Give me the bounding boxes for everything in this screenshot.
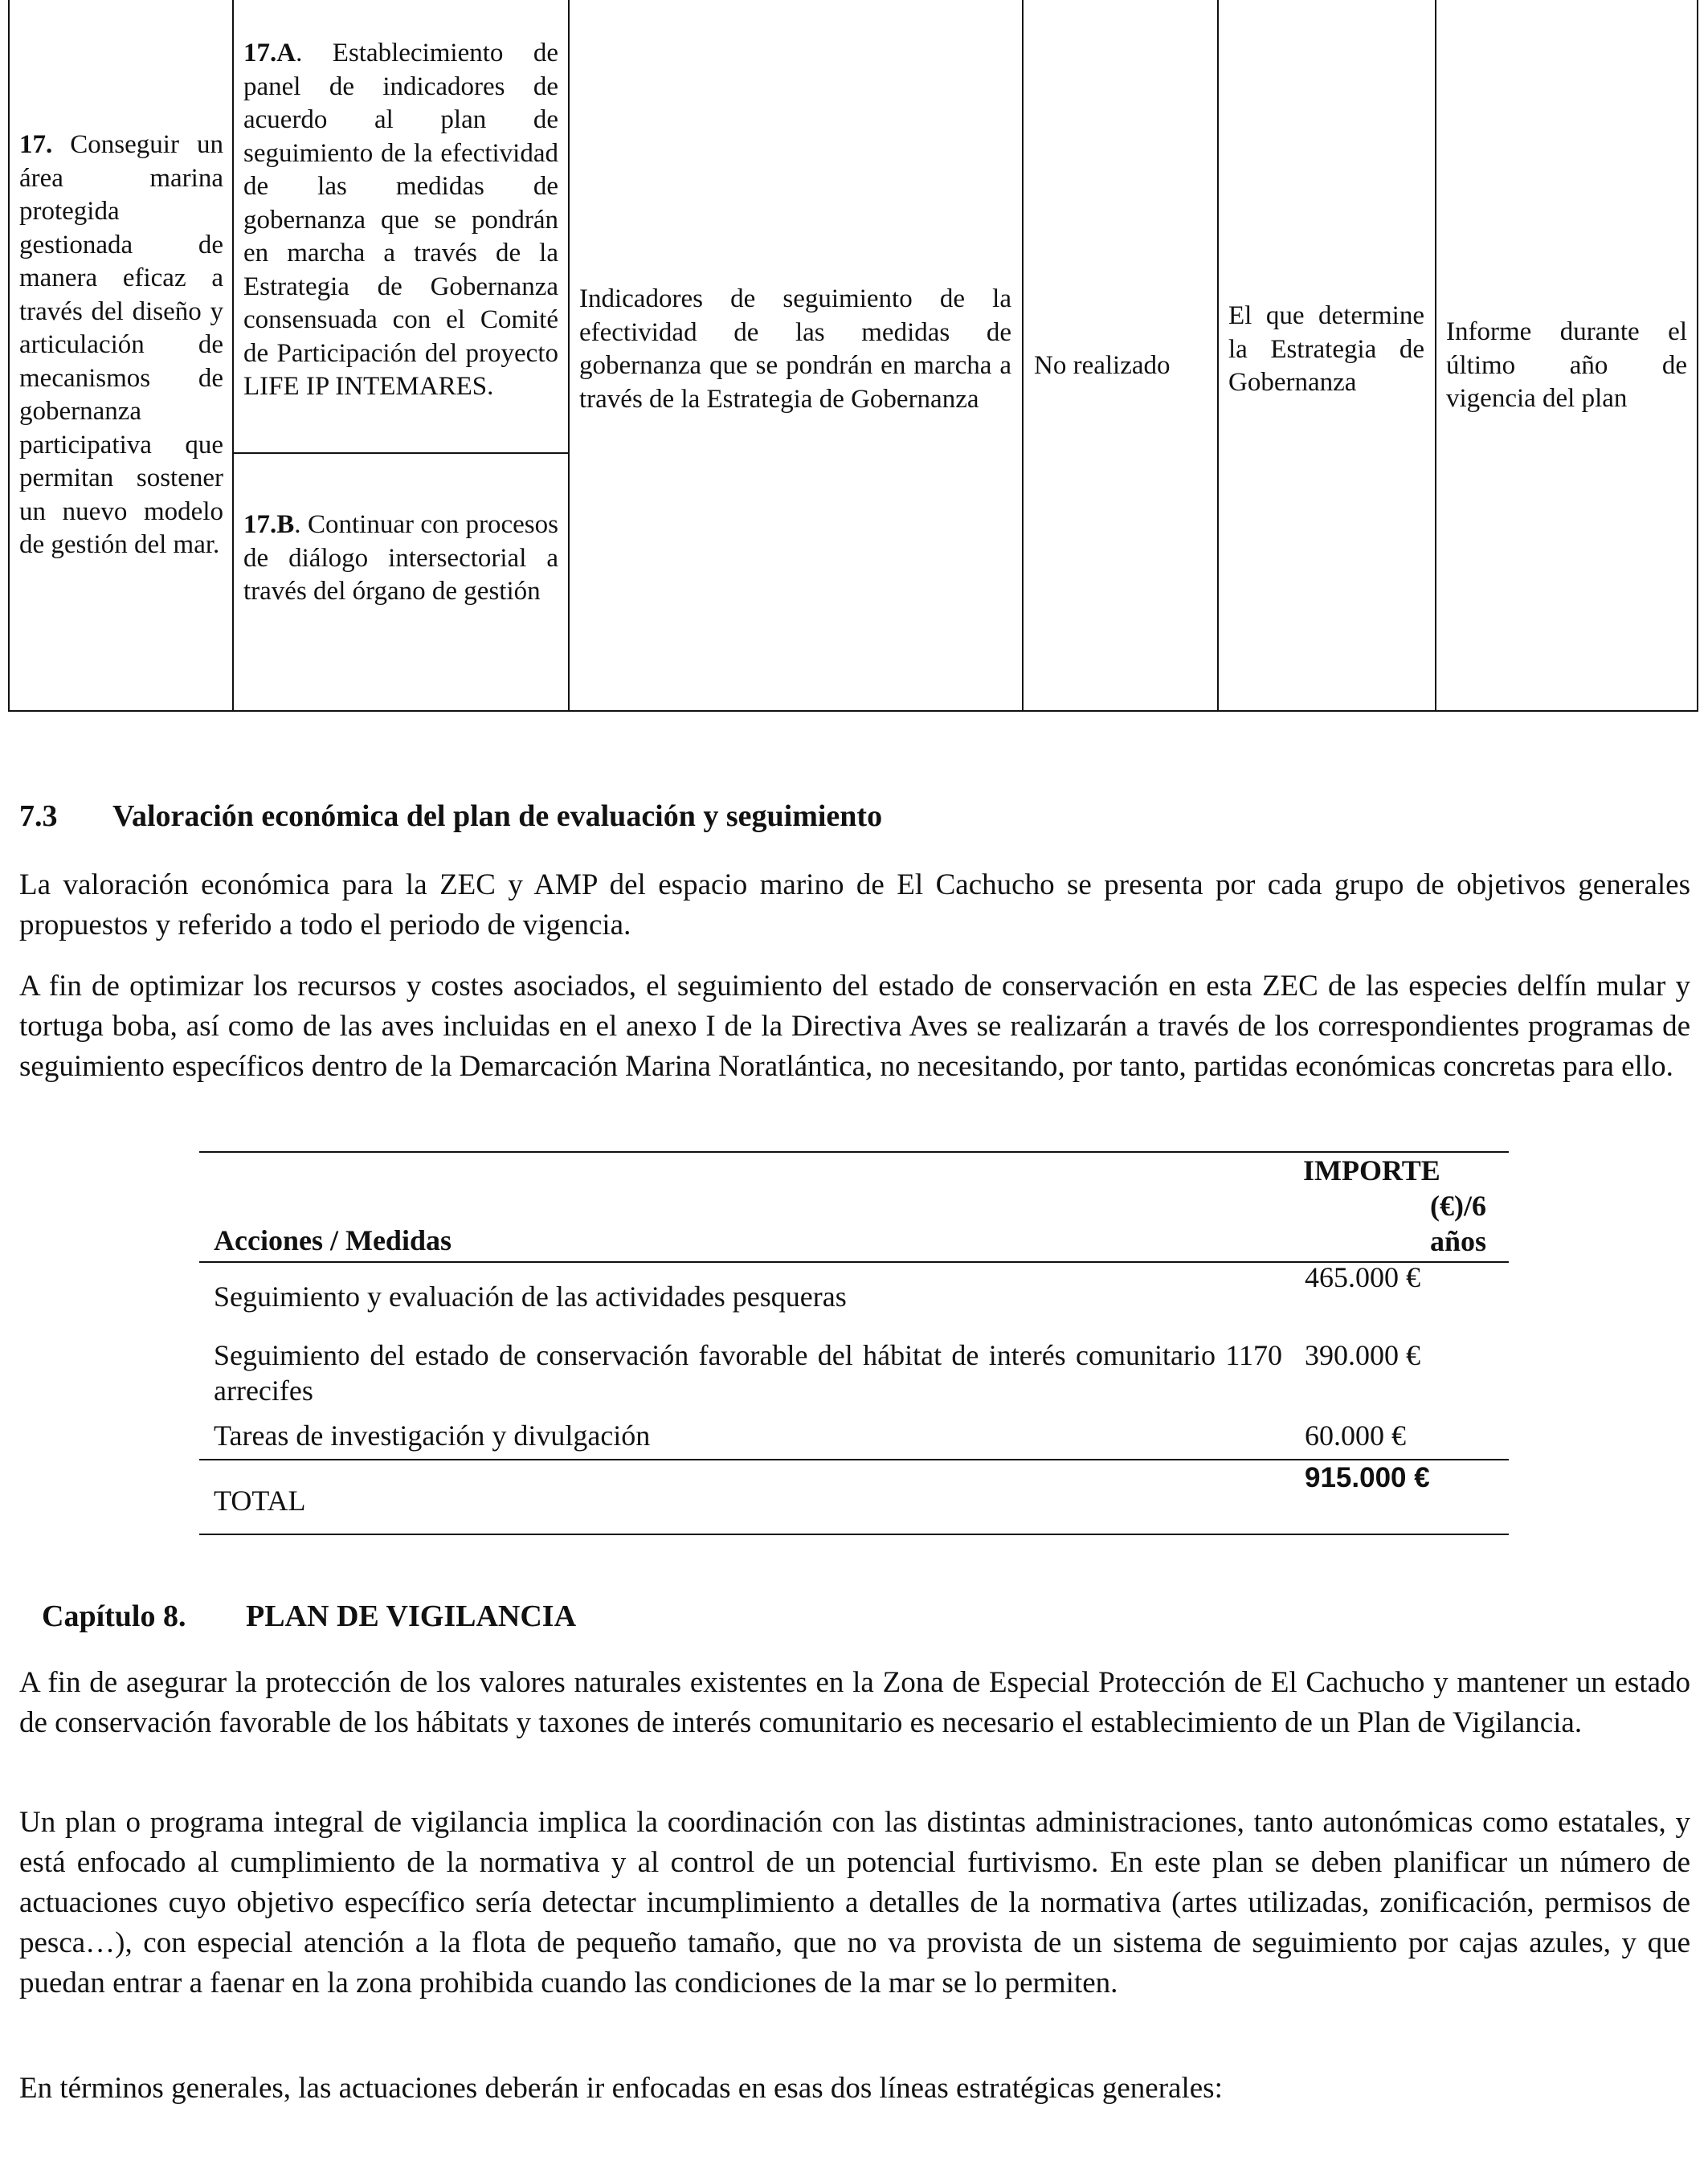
value-cell: El que determine la Estrategia de Gobernanza [1228, 301, 1424, 397]
action-17b-cell [243, 509, 558, 609]
chapter-8-paragraph-3: En términos generales, las actuaciones deberán ir enfocadas en esas dos líneas estratégicas generales: [19, 2072, 1223, 2105]
status-cell: No realizado [1034, 351, 1171, 380]
section-7-3-paragraph-1: La valoración económica para la ZEC y AMP del espacio marino de El Cachucho se presenta por cada grupo de objetivos generales propuestos y referido a todo el periodo de vigencia. [19, 868, 1690, 941]
budget-row-action: Tareas de investigación y divulgación [214, 1419, 651, 1452]
budget-row-amount: 465.000 € [1305, 1261, 1420, 1293]
chapter-title: PLAN DE VIGILANCIA [246, 1599, 577, 1633]
table-border-left [8, 0, 10, 712]
objective-cell [19, 129, 223, 562]
table-column-divider [1217, 0, 1219, 712]
action-17a-number: 17.A [243, 39, 296, 67]
action-17a-text: . Establecimiento de panel de indicadores de acuerdo al plan de seguimiento de la efectividad de las medidas de gobernanza que se pondrán en marcha a través de la Estrategia de Gobernanza consensuada con el Comité de Participación del proyecto LIFE IP INTEMARES. [243, 39, 558, 401]
budget-row-amount: 390.000 € [1305, 1339, 1420, 1371]
budget-header-actions: Acciones / Medidas [214, 1224, 452, 1256]
indicator-cell: Indicadores de seguimiento de la efectividad de las medidas de gobernanza que se pondrán en marcha a través de la Estrategia de Gobernanza [579, 284, 1011, 414]
budget-row-amount: 60.000 € [1305, 1419, 1406, 1452]
section-number: 7.3 [19, 799, 58, 833]
action-17a-cell [243, 37, 558, 404]
report-cell: Informe durante el último año de vigencia del plan [1446, 317, 1687, 413]
budget-table-bottom-rule [199, 1534, 1509, 1535]
chapter-8-paragraph-1: A fin de asegurar la protección de los valores naturales existentes en la Zona de Especial Protección de El Cachucho y mantener un estado de conservación favorable de los hábitats y taxones de interés comunitario es necesario el establecimiento de un Plan de Vigilancia. [19, 1666, 1690, 1739]
budget-row-action: Seguimiento y evaluación de las actividades pesqueras [214, 1281, 847, 1313]
objectives-table [8, 0, 1698, 712]
table-column-divider [1435, 0, 1436, 712]
budget-header-amount-line2: (€)/6 [1430, 1190, 1486, 1222]
budget-header-amount [1303, 1153, 1486, 1259]
table-column-divider [232, 0, 234, 712]
budget-header-amount-line3: años [1429, 1225, 1486, 1257]
chapter-label: Capítulo 8. [42, 1599, 186, 1633]
budget-row-action: Seguimiento del estado de conservación favorable del hábitat de interés comunitario 1170 arrecifes [214, 1339, 1282, 1407]
budget-header-amount-line1: IMPORTE [1303, 1154, 1440, 1187]
action-17b-number: 17.B [243, 510, 295, 539]
table-border-bottom [8, 710, 1698, 712]
table-column-divider [568, 0, 570, 712]
table-border-right [1697, 0, 1698, 712]
budget-total-label: TOTAL [214, 1485, 306, 1517]
chapter-8-paragraph-2: Un plan o programa integral de vigilancia implica la coordinación con las distintas administraciones, tanto autonómicas como estatales, y está enfocado al cumplimiento de la normativa y al control de un potencial furtivismo. En este plan se deben planificar un número de actuaciones cuyo objetivo específico sería detectar incumplimiento a detalles de la normativa (artes utilizadas, zonificación, permisos de pesca…), con especial atención a la flota de pequeño tamaño, que no va provista de un sistema de seguimiento por cajas azules, y que puedan entrar a faenar en la zona prohibida cuando las condiciones de la mar se lo permiten. [19, 1806, 1690, 1999]
section-title: Valoración económica del plan de evaluación y seguimiento [112, 799, 883, 833]
action-17b-text: . Continuar con procesos de diálogo intersectorial a través del órgano de gestión [243, 510, 558, 606]
table-column-divider [1022, 0, 1024, 712]
objective-text: Conseguir un área marina protegida gestionada de manera eficaz a través del diseño y articulación de mecanismos de gobernanza participativa que permitan sostener un nuevo modelo de gestión del mar. [19, 130, 223, 559]
section-7-3-paragraph-2: A fin de optimizar los recursos y costes asociados, el seguimiento del estado de conservación en esta ZEC de las especies delfín mular y tortuga boba, así como de las aves incluidas en el anexo I de la Directiva Aves se realizarán a través de los correspondientes programas de seguimiento específicos dentro de la Demarcación Marina Noratlántica, no necesitando, por tanto, partidas económicas concretas para ello. [19, 970, 1690, 1083]
action-row-divider [232, 452, 570, 454]
budget-total-amount: 915.000 € [1305, 1462, 1430, 1493]
objective-number: 17. [19, 130, 53, 159]
